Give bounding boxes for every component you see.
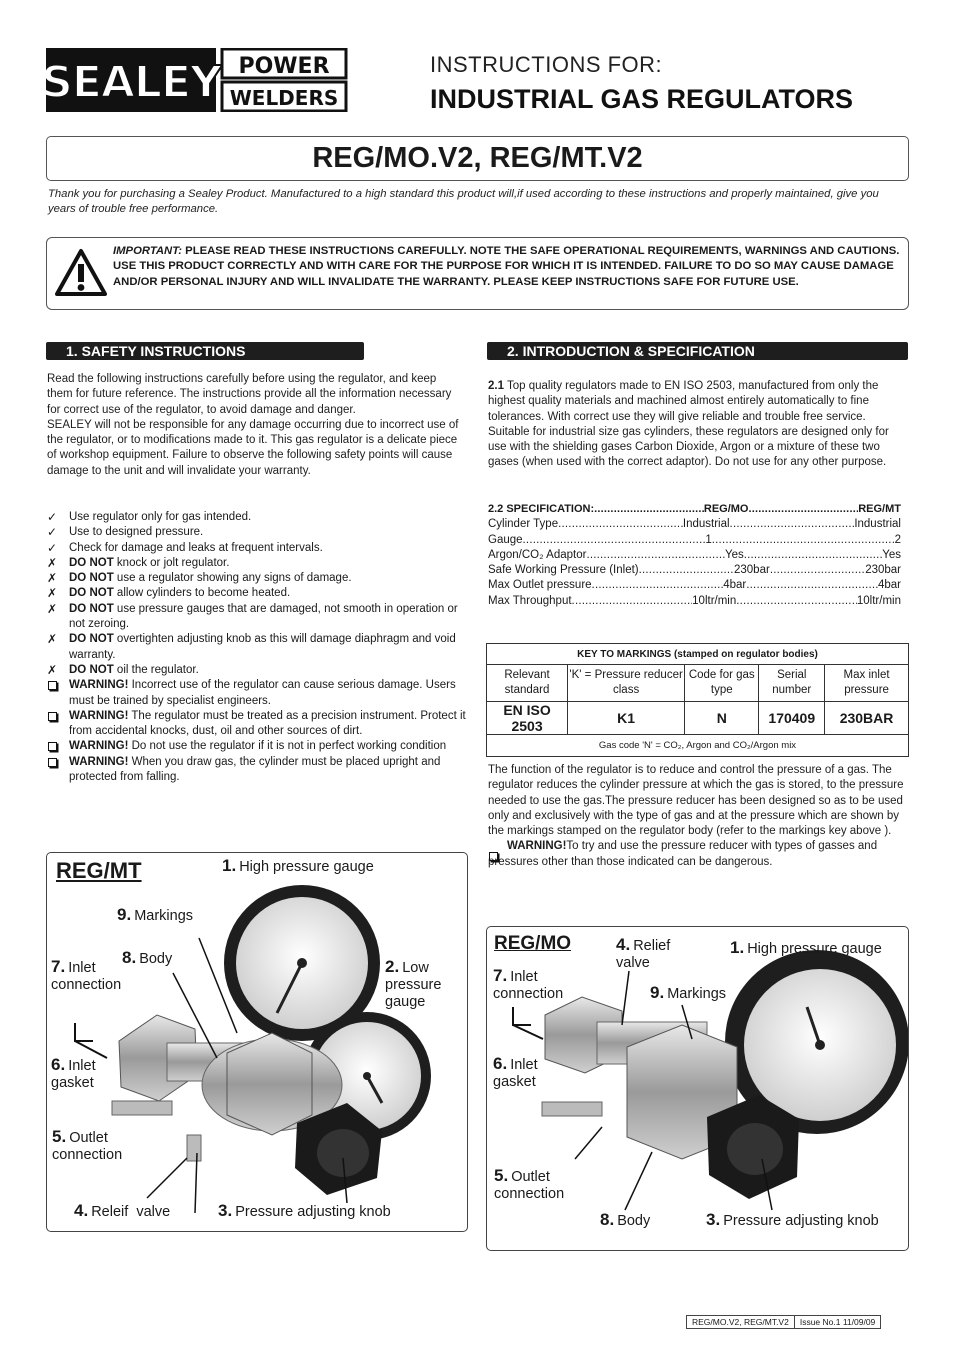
key-table-value: 230BAR [825, 702, 909, 735]
mt-label-pressure-adjusting-knob: 3. Pressure adjusting knob [218, 1201, 391, 1220]
spec-row [488, 533, 901, 548]
key-table-footnote: Gas code 'N' = CO₂, Argon and CO₂/Argon mix [487, 735, 909, 757]
spec-label: Argon/CO₂ Adaptor [488, 548, 587, 561]
cross-icon: ✗ [47, 632, 58, 647]
spec-row [488, 517, 901, 532]
intro-number: 2.1 [488, 380, 504, 392]
mt-label-low-pressure-gauge: 2. Low pressure gauge [385, 957, 442, 1010]
spec-label: Max Outlet pressure [488, 579, 592, 592]
key-table-caption: KEY TO MARKINGS (stamped on regulator bodies) [487, 644, 909, 665]
spec-row [488, 578, 901, 593]
mo-label-markings: 9. Markings [650, 983, 727, 1002]
safety-item-emphasis: DO NOT [69, 602, 114, 615]
footer-issue: Issue No.1 11/09/09 [794, 1316, 880, 1328]
mo-label-pressure-adjusting-knob: 3. Pressure adjusting knob [706, 1210, 879, 1229]
safety-item-text: allow cylinders to become heated. [113, 587, 291, 600]
cross-icon: ✗ [47, 662, 58, 677]
function-text: The function of the regulator is to reduce and control the pressure of a gas. The regulator reduces the cylinder pressure at which the gas is stored, to the pressure needed to use the gas.The pressure reducer has been designed so as to be used only and exclusively with the type of gas and at the pressure which are shown by the markings stamped on the regulator body (refer to the markings key above ). [488, 764, 904, 838]
spec-value-mo: 1 [705, 533, 712, 546]
spec-value-mt: 10ltr/min [856, 594, 901, 607]
mo-label-inlet-connection: 7. Inlet connection [493, 966, 564, 1002]
mo-label-outlet-connection: 5. Outlet connection [494, 1166, 565, 1202]
key-table-header: Code for gas type [685, 665, 759, 702]
safety-item [47, 541, 467, 556]
key-table-value: 170409 [759, 702, 825, 735]
mt-label-markings: 9. Markings [117, 905, 194, 924]
safety-item-emphasis: WARNING! [69, 709, 129, 722]
key-table-value: N [685, 702, 759, 735]
safety-intro-paragraph-2: SEALEY will not be responsible for any damage occurring due to incorrect use of the regulator, or to modifications made to it. This gas regulator is a delicate piece of workshop equipment. Failure to observe the following safety points will cause damage to the unit and will invalidate your warranty. [47, 418, 459, 477]
important-notice [46, 237, 909, 310]
mt-label-body: 8. Body [122, 948, 173, 967]
mt-label-high-pressure-gauge: 1. High pressure gauge [222, 856, 374, 875]
safety-item-text: Use regulator only for gas intended. [69, 511, 252, 523]
safety-item-text: Do not use the regulator if it is not in perfect working condition [128, 740, 447, 753]
safety-item [47, 739, 467, 754]
safety-item-emphasis: DO NOT [69, 572, 114, 585]
safety-item-text: knock or jolt regulator. [113, 556, 230, 569]
check-icon: ✓ [47, 510, 58, 524]
spec-value-mo: 10ltr/min [692, 594, 737, 607]
logo-welders-text: WELDERS [229, 86, 339, 110]
safety-item [47, 586, 467, 601]
important-body: PLEASE READ THESE INSTRUCTIONS CAREFULLY. NOTE THE SAFE OPERATIONAL REQUIREMENTS, WARNINGS AND CAUTIONS. USE THIS PRODUCT CORRECTLY AND WITH CARE FOR THE PURPOSE FOR WHICH IT IS INTENDED. FAILURE TO DO SO MAY CAUSE DAMAGE AND/OR PERSONAL INJURY AND WILL INVALIDATE THE WARRANTY. PLEASE KEEP INSTRUCTIONS SAFE FOR FUTURE USE. [113, 245, 900, 288]
safety-item-text: oil the regulator. [113, 663, 199, 676]
spec-value-mo: Yes [724, 548, 744, 561]
function-warning [488, 839, 908, 870]
safety-item [47, 525, 467, 540]
function-paragraph [488, 763, 908, 870]
warning-triangle-icon [55, 248, 107, 298]
mo-label-body: 8. Body [600, 1210, 651, 1229]
spec-row [488, 548, 901, 563]
spec-row [488, 563, 901, 578]
spec-header-col1: REG/MO [703, 503, 749, 515]
instructions-for-label: INSTRUCTIONS FOR: [430, 52, 663, 77]
checkbox-icon [48, 681, 57, 690]
safety-item [47, 571, 467, 586]
mt-label-inlet-gasket: 6. Inlet gasket [51, 1055, 96, 1091]
safety-item-emphasis: DO NOT [69, 556, 114, 569]
safety-item-emphasis: DO NOT [69, 663, 114, 676]
safety-item-emphasis: WARNING! [69, 740, 129, 753]
model-title-box [46, 136, 909, 181]
spec-label: Gauge [488, 533, 523, 546]
footer-model: REG/MO.V2, REG/MT.V2 [692, 1317, 789, 1327]
spec-header-row [488, 502, 901, 517]
safety-item-text: use a regulator showing any signs of damage. [113, 572, 352, 585]
check-icon: ✓ [47, 540, 58, 555]
checkbox-icon [48, 712, 57, 721]
reg-mt-illustration [47, 853, 468, 1232]
spec-value-mt: 4bar [877, 579, 901, 592]
safety-item-emphasis: DO NOT [69, 633, 114, 646]
safety-item-text: Incorrect use of the regulator can cause serious damage. Users must be trained by specialist engineers. [69, 679, 456, 707]
safety-item-text: Check for damage and leaks at frequent intervals. [69, 541, 323, 554]
safety-item [47, 663, 467, 678]
function-warning-label: WARNING! [507, 840, 567, 853]
safety-item-emphasis: WARNING! [69, 679, 129, 692]
logo-main-text: SEALEY [46, 57, 221, 108]
spec-value-mt: 230bar [865, 564, 901, 577]
checkbox-icon [48, 742, 57, 751]
safety-bullet-list [47, 510, 467, 785]
key-table-header: Max inlet pressure [825, 665, 909, 702]
mo-label-high-pressure-gauge: 1. High pressure gauge [730, 938, 882, 957]
safety-item-text: When you draw gas, the cylinder must be placed upright and protected from falling. [69, 755, 441, 784]
spec-row [488, 594, 901, 609]
safety-item [47, 755, 467, 786]
safety-item-emphasis: DO NOT [69, 587, 114, 600]
spec-value-mo: 230bar [734, 564, 770, 577]
cross-icon: ✗ [47, 586, 58, 601]
key-table-value: K1 [568, 702, 685, 735]
spec-label: Safe Working Pressure (Inlet) [488, 564, 639, 577]
spec-value-mt: Yes [882, 548, 901, 561]
safety-item [47, 556, 467, 571]
important-lead: IMPORTANT: [113, 245, 183, 257]
product-title: INDUSTRIAL GAS REGULATORS [430, 84, 854, 114]
reg-mo-title: REG/MO [494, 933, 572, 954]
safety-intro [47, 372, 465, 479]
specification-list [488, 502, 901, 609]
reg-mt-title: REG/MT [56, 858, 142, 883]
key-table-header: Relevant standard [487, 665, 568, 702]
safety-item-text: use pressure gauges that are damaged, not smooth in operation or not zeroing. [69, 602, 458, 631]
safety-item-text: Use to designed pressure. [69, 526, 204, 539]
safety-item [47, 709, 467, 740]
safety-item [47, 602, 467, 633]
important-text [113, 244, 903, 290]
key-table-header: Serial number [759, 665, 825, 702]
spec-value-mt: Industrial [854, 518, 901, 531]
safety-item-text: The regulator must be treated as a precision instrument. Protect it from accidental knocks, dust, oil and other sources of dirt. [69, 709, 466, 738]
function-warning-text: To try and use the pressure reducer with types of gasses and pressures other than those indicated can be dangerous. [488, 840, 878, 868]
cross-icon: ✗ [47, 555, 58, 570]
check-icon: ✓ [47, 525, 58, 540]
section-2-heading: 2. INTRODUCTION & SPECIFICATION [487, 342, 908, 360]
mt-label-relief-valve: 4. Releif valve [74, 1201, 171, 1220]
sealey-logo [46, 48, 348, 112]
spec-value-mt: 2 [894, 533, 901, 546]
reg-mt-diagram [46, 852, 468, 1232]
spec-label: Max Throughput [488, 594, 572, 607]
safety-item-text: overtighten adjusting knob as this will damage diaphragm and void warranty. [69, 633, 456, 661]
key-table-value: EN ISO 2503 [487, 702, 568, 735]
cross-icon: ✗ [47, 571, 58, 586]
key-table-header: 'K' = Pressure reducer class [568, 665, 685, 702]
checkbox-icon [48, 758, 57, 767]
spec-value-mo: 4bar [723, 579, 747, 592]
safety-item [47, 510, 467, 525]
mo-label-inlet-gasket: 6. Inlet gasket [493, 1054, 538, 1090]
footer-reference [686, 1315, 881, 1329]
safety-item-emphasis: WARNING! [69, 755, 129, 768]
safety-item [47, 632, 467, 663]
spec-header-col2: REG/MT [858, 503, 901, 515]
safety-item [47, 678, 467, 709]
spec-header-label: 2.2 SPECIFICATION: [488, 503, 595, 515]
thanks-text: Thank you for purchasing a Sealey Product. Manufactured to a high standard this product will,if used according to these instructions and properly maintained, give you years of trouble free performance. [48, 188, 879, 215]
intro-text: Top quality regulators made to EN ISO 2503, manufactured from only the highest quality materials and machined almost entirely automatically to fine tolerances. With correct use they will give reliable and trouble free service. Suitable for industrial size gas cylinders, these regulators are designed only for use with the shielding gases Carbon Dioxide, Argon or a mixture of these two gases (when used with the correct adaptor). Do not use for any other purpose. [488, 380, 889, 469]
mo-label-relief-valve: 4. Relief valve [616, 935, 671, 971]
cross-icon: ✗ [47, 601, 58, 616]
key-to-markings-table [486, 643, 909, 757]
logo-power-text: POWER [238, 54, 330, 79]
safety-intro-paragraph-1: Read the following instructions carefully before using the regulator, and keep them for future reference. The instructions provide all the information necessary for correct use of the regulator, to avoid damage and danger. [47, 373, 452, 416]
model-numbers: REG/MO.V2, REG/MT.V2 [312, 142, 643, 174]
section-1-heading: 1. SAFETY INSTRUCTIONS [46, 342, 364, 360]
spec-value-mo: Industrial [682, 518, 730, 531]
reg-mo-diagram [486, 926, 909, 1251]
mt-label-outlet-connection: 5. Outlet connection [52, 1127, 123, 1163]
mt-label-inlet-connection: 7. Inlet connection [51, 957, 122, 993]
intro-paragraph [488, 379, 908, 471]
spec-label: Cylinder Type [488, 518, 559, 531]
